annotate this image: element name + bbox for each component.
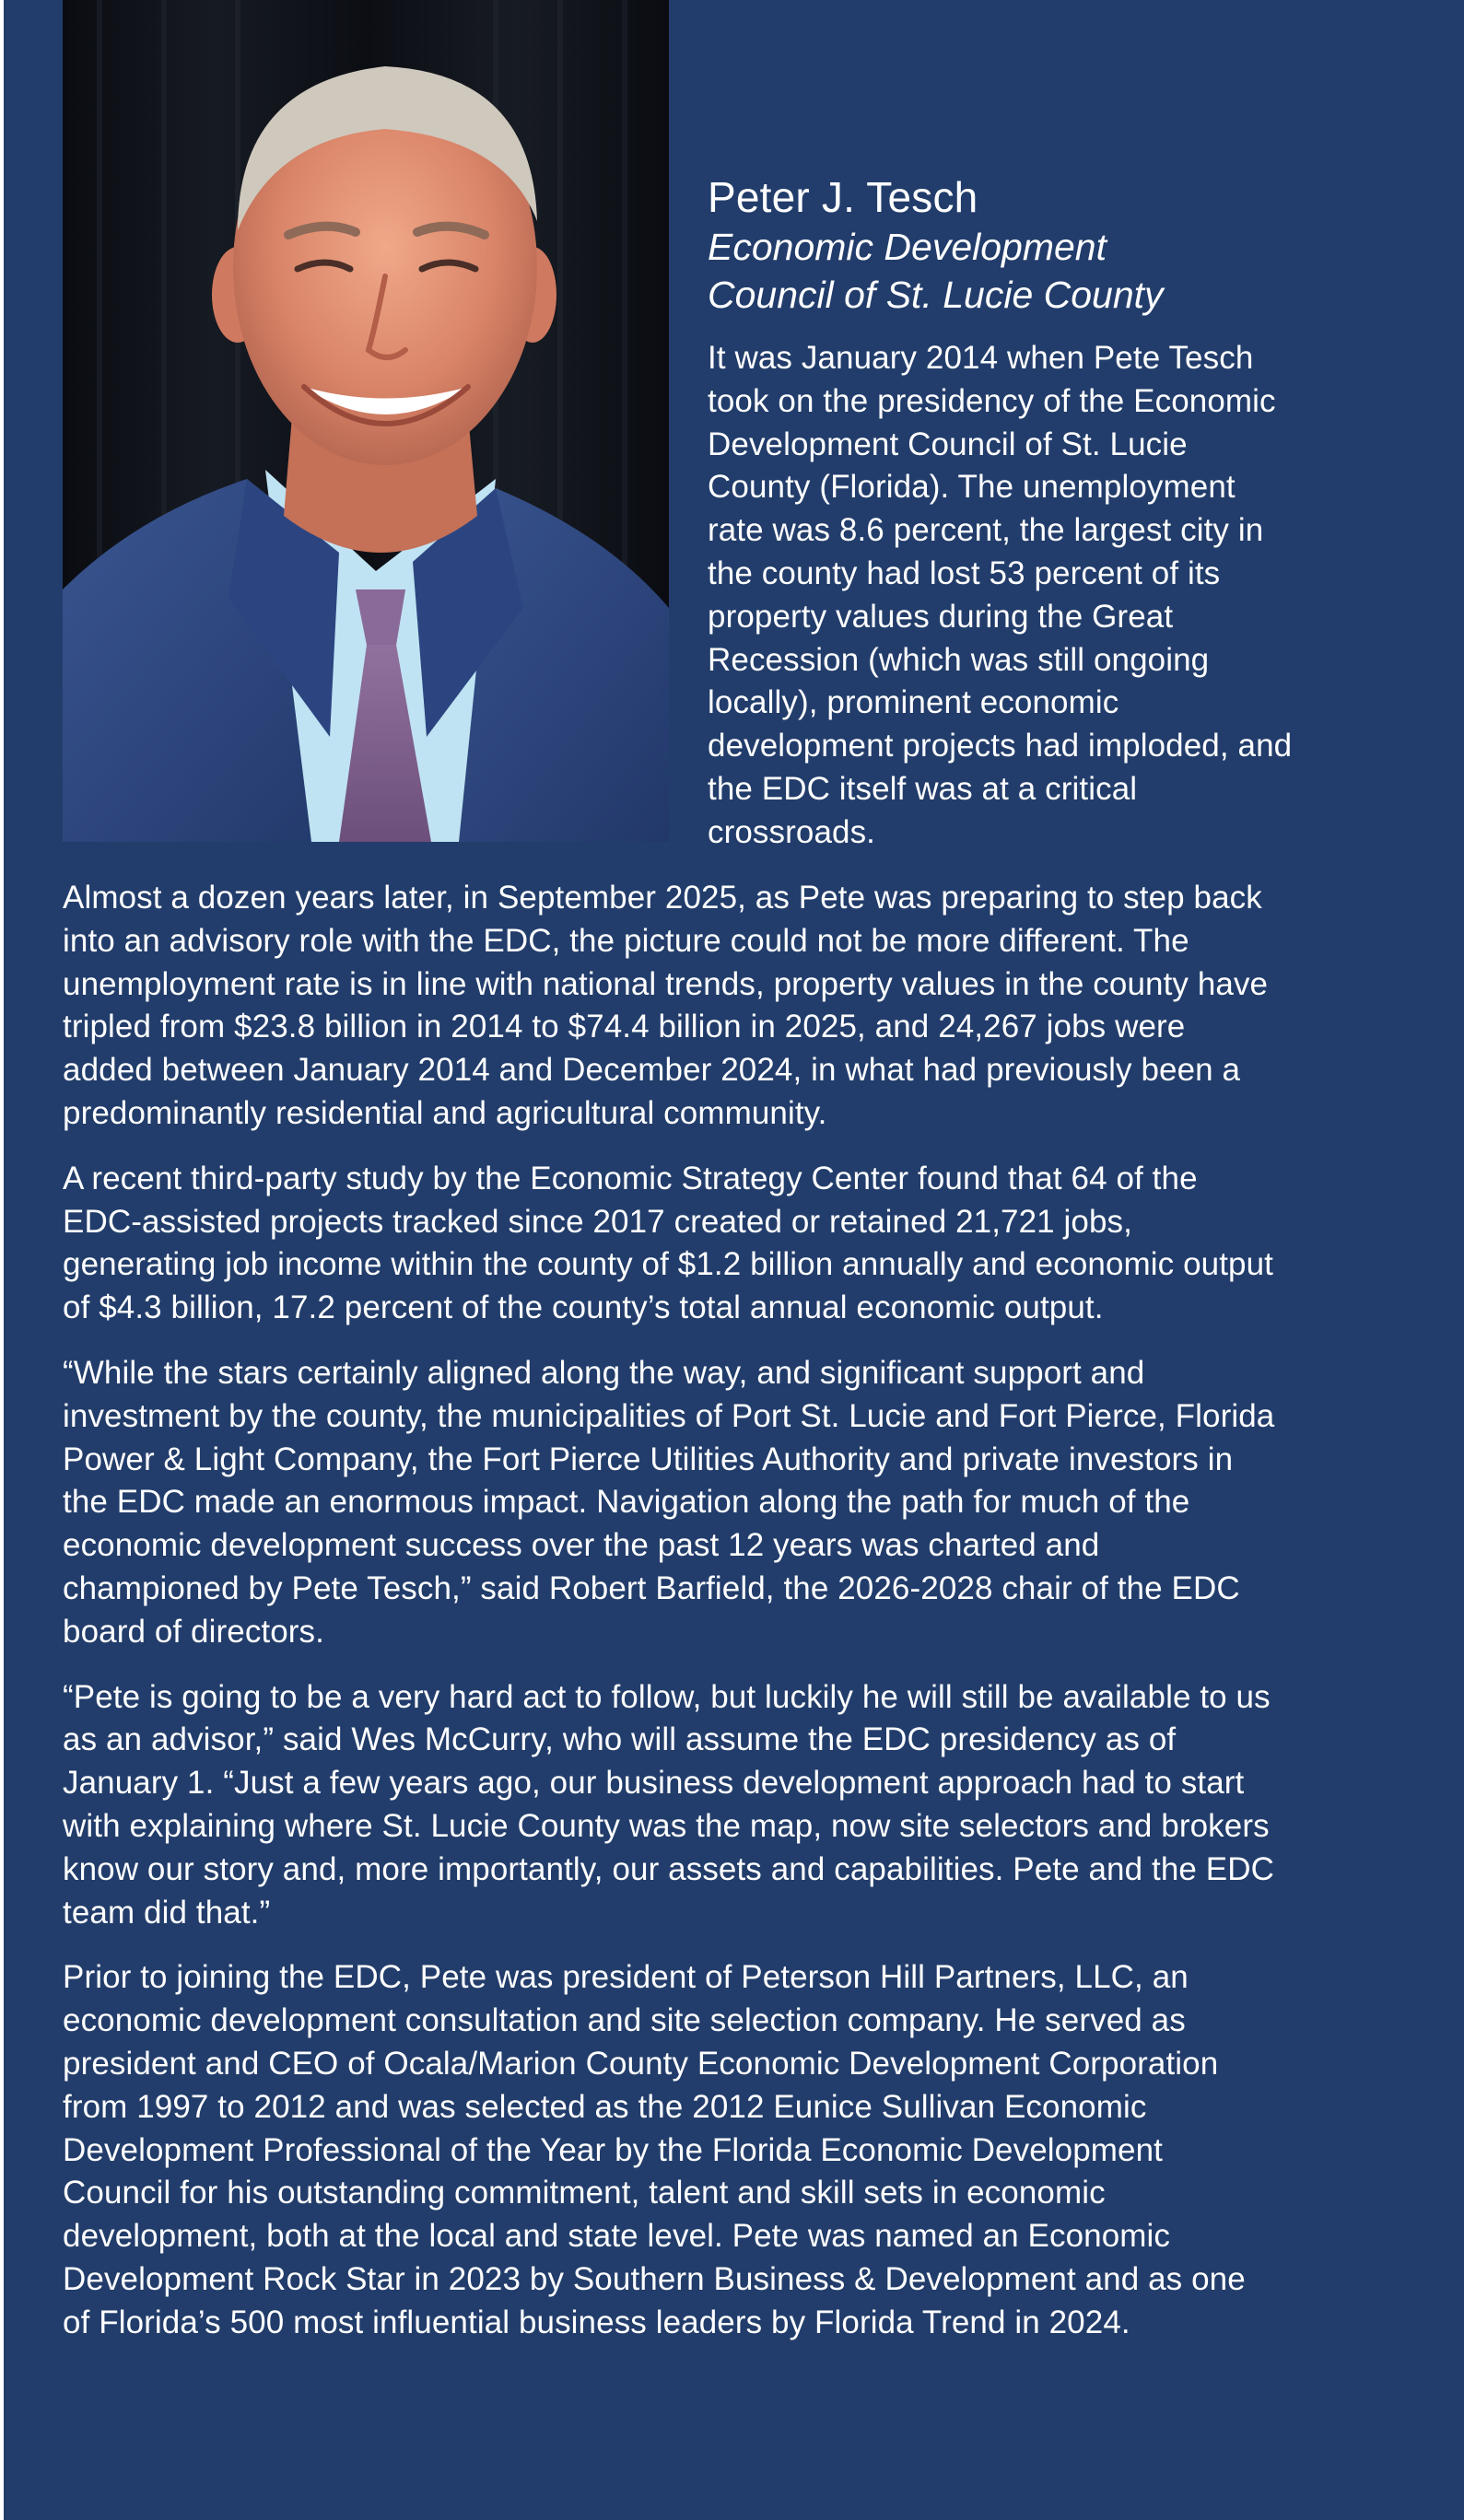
page-edge-divider xyxy=(0,0,4,2520)
profile-header xyxy=(708,171,1389,319)
organization-line-2: Council of St. Lucie County xyxy=(708,274,1164,316)
article-body xyxy=(63,877,1279,2367)
article-paragraph: Prior to joining the EDC, Pete was president of Peterson Hill Partners, LLC, an economic development consultation and site selection company. He served as president and CEO of Ocala/Marion County Economic Development Corporation from 1997 to 2012 and was selected as the 2012 Eunice Sullivan Economic Development Professional of the Year by the Florida Economic Development Council for his outstanding commitment, talent and skill sets in economic development, both at the local and state level. Pete was named an Economic Development Rock Star in 2023 by Southern Business & Development and as one of Florida’s 500 most influential business leaders by Florida Trend in 2024. xyxy=(63,1959,1246,2340)
intro-paragraph: It was January 2014 when Pete Tesch took on the presidency of the Economic Development Council of St. Lucie County (Florida). The unemployment rate was 8.6 percent, the largest city in the county had lost 53 percent of its property values during the Great Recession (which was still ongoing locally), prominent economic development projects had imploded, and the EDC itself was at a critical crossroads. xyxy=(708,340,1293,850)
article-paragraph: “Pete is going to be a very hard act to follow, but luckily he will still be available to us as an advisor,” said Wes McCurry, who will assume the EDC presidency as of January 1. “Just a few years ago, our business development approach had to start with explaining where St. Lucie County was the map, now site selectors and brokers know our story and, more importantly, our assets and capabilities. Pete and the EDC team did that.” xyxy=(63,1678,1274,1931)
profile-name: Peter J. Tesch xyxy=(708,173,978,221)
organization-line-1: Economic Development xyxy=(708,226,1107,268)
article-paragraph: “While the stars certainly aligned along the way, and significant support and investment by the county, the municipalities of Port St. Lucie and Fort Pierce, Florida Power & Light Company, the Fort Pierce Utilities Authority and private investors in the EDC made an enormous impact. Navigation along the path for much of the economic development success over the past 12 years was charted and championed by Pete Tesch,” said Robert Barfield, the 2026-2028 chair of the EDC board of directors. xyxy=(63,1354,1275,1650)
article-paragraph: A recent third-party study by the Economic Strategy Center found that 64 of the EDC-assisted projects tracked since 2017 created or retained 21,721 jobs, generating job income within the county of $1.2 billion annually and economic output of $4.3 billion, 17.2 percent of the county’s total annual economic output. xyxy=(63,1160,1273,1326)
article-paragraph: Almost a dozen years later, in September 2025, as Pete was preparing to step back into an advisory role with the EDC, the picture could not be more different. The unemployment rate is in line with national trends, property values in the county have tripled from $23.8 billion in 2014 to $74.4 billion in 2025, and 24,267 jobs were added between January 2014 and December 2024, in what had previously been a predominantly residential and agricultural community. xyxy=(63,880,1269,1131)
portrait-photo xyxy=(63,0,669,842)
